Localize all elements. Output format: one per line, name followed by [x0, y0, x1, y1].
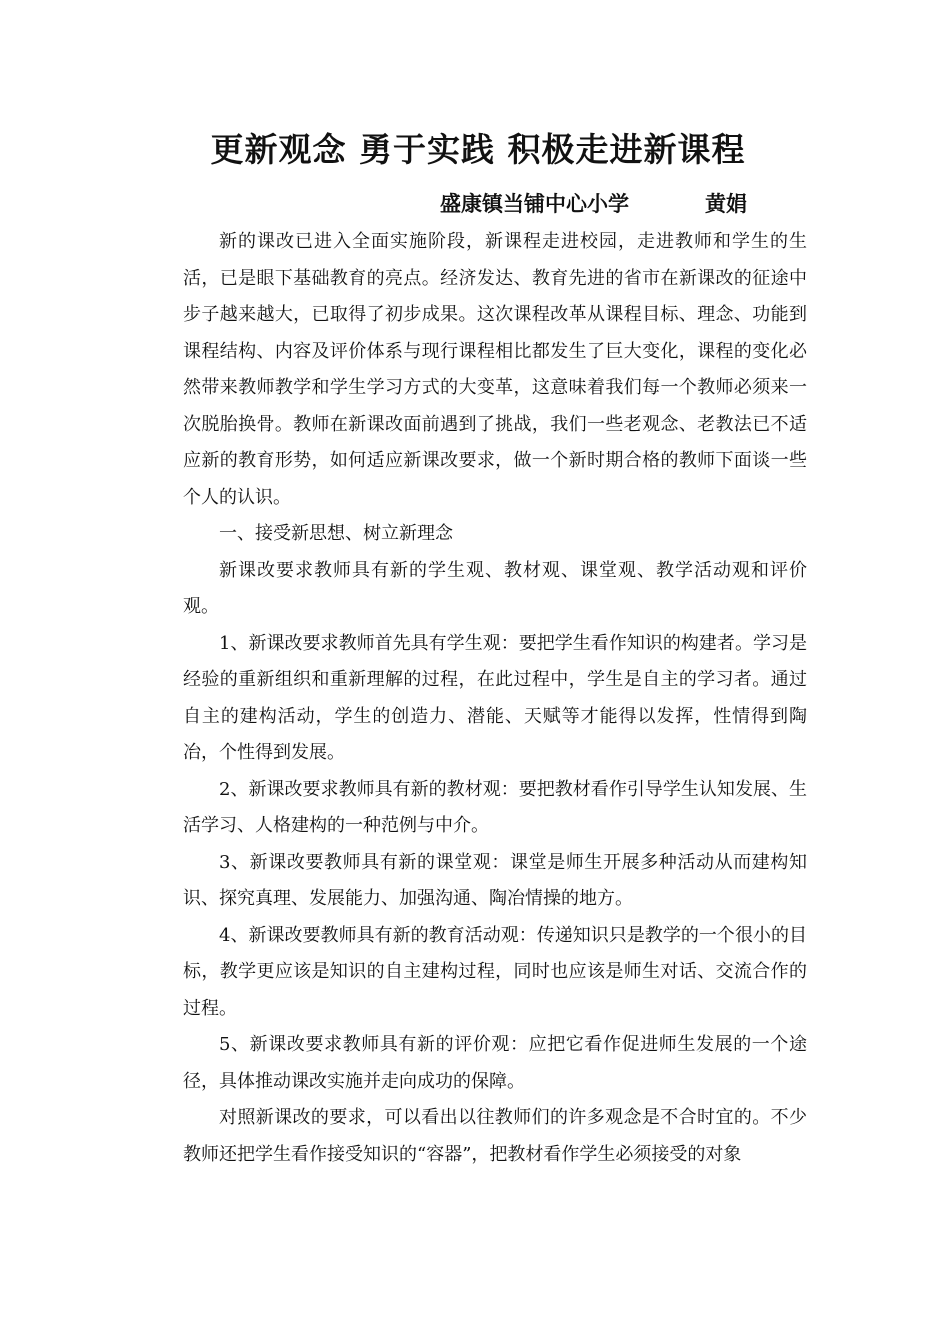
document-title: 更新观念 勇于实践 积极走进新课程 — [210, 130, 746, 169]
paragraph-item-4: 4、新课改要教师具有新的教育活动观：传递知识只是教学的一个很小的目标，教学更应该是知识的自主建构过程，同时也应该是师生对话、交流合作的过程。 — [183, 924, 807, 1019]
paragraph-item-2: 2、新课改要求教师具有新的教材观：要把教材看作引导学生认知发展、生活学习、人格建构的一种范例与中介。 — [183, 778, 807, 836]
paragraph-item-1: 1、新课改要求教师首先具有学生观：要把学生看作知识的构建者。学习是经验的重新组织和重新理解的过程，在此过程中，学生是自主的学习者。通过自主的建构活动，学生的创造力、潜能、天赋等才能得以发挥，性情得到陶冶，个性得到发展。 — [183, 632, 807, 763]
document-body — [183, 224, 807, 1173]
paragraph-item-5: 5、新课改要求教师具有新的评价观：应把它看作促进师生发展的一个途径，具体推动课改实施并走向成功的保障。 — [183, 1034, 807, 1092]
paragraph-overview: 新课改要求教师具有新的学生观、教材观、课堂观、教学活动观和评价观。 — [183, 559, 807, 617]
byline-school: 盛康镇当铺中心小学 — [440, 192, 629, 216]
paragraph-item-3: 3、新课改要教师具有新的课堂观：课堂是师生开展多种活动从而建构知识、探究真理、发展能力、加强沟通、陶冶情操的地方。 — [183, 851, 807, 909]
section-heading: 一、接受新思想、树立新理念 — [219, 523, 453, 544]
paragraph-intro: 新的课改已进入全面实施阶段，新课程走进校园，走进教师和学生的生活，已是眼下基础教育的亮点。经济发达、教育先进的省市在新课改的征途中步子越来越大，已取得了初步成果。这次课程改革从课程目标、理念、功能到课程结构、内容及评价体系与现行课程相比都发生了巨大变化，课程的变化必然带来教师教学和学生学习方式的大变革，这意味着我们每一个教师必须来一次脱胎换骨。教师在新课改面前遇到了挑战，我们一些老观念、老教法已不适应新的教育形势，如何适应新课改要求，做一个新时期合格的教师下面谈一些个人的认识。 — [183, 231, 807, 508]
byline-author: 黄娟 — [705, 192, 747, 216]
byline — [440, 188, 780, 220]
paragraph-conclusion: 对照新课改的要求，可以看出以往教师们的许多观念是不合时宜的。不少教师还把学生看作接受知识的“容器”，把教材看作学生必须接受的对象 — [183, 1107, 807, 1165]
